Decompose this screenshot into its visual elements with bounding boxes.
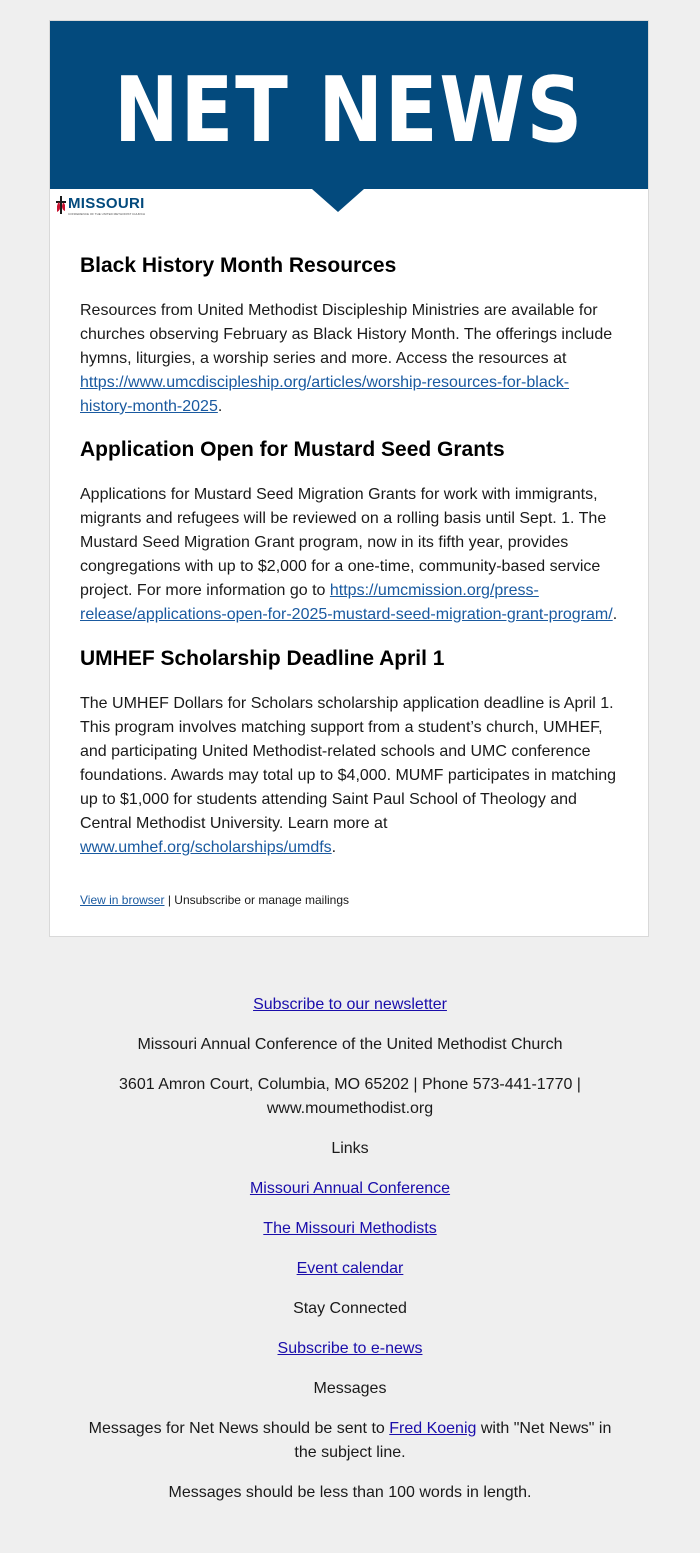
stay-connected-heading: Stay Connected bbox=[293, 1300, 407, 1317]
article-title: Black History Month Resources bbox=[80, 254, 397, 277]
links-heading: Links bbox=[331, 1140, 369, 1157]
footer-enews bbox=[0, 1337, 700, 1361]
article-link[interactable]: www.umhef.org/scholarships/umdfs bbox=[80, 839, 332, 856]
messages-instructions: Messages for Net News should be sent to Fred Koenig with "Net News" in the subject line. bbox=[88, 1420, 612, 1461]
separator: | bbox=[164, 893, 175, 907]
banner-notch bbox=[312, 189, 364, 212]
newsletter-card bbox=[49, 20, 649, 937]
article-body: Resources from United Methodist Discipleship Ministries are available for churches observing February as Black History Month. The offerings include hymns, liturgies, a worship series and more. Access the resources at https://www.umcdiscipleship.org/articles/worship-resources-for-black-history-month-2025. bbox=[80, 302, 613, 415]
article-title: Application Open for Mustard Seed Grants bbox=[80, 438, 505, 461]
header-banner bbox=[50, 21, 648, 189]
article-body: Applications for Mustard Seed Migration Grants for work with immigrants, migrants and refugees will be reviewed on a rolling basis until Sept. 1. The Mustard Seed Migration Grant program, now in its fifth year, provides congregations with up to $2,000 for a one-time, community-based service project. For more information go to https://umcmission.org/press-release/applications-open-for-2025-mustard-seed-migration-grant-program/. bbox=[80, 486, 618, 623]
footer-link-1 bbox=[0, 1177, 700, 1201]
article-umhef bbox=[80, 646, 620, 860]
cross-flame-icon bbox=[56, 196, 66, 214]
missouri-conference-logo bbox=[56, 195, 150, 219]
article-title: UMHEF Scholarship Deadline April 1 bbox=[80, 647, 445, 670]
fred-koenig-link[interactable]: Fred Koenig bbox=[389, 1420, 477, 1437]
missouri-annual-conference-link[interactable]: Missouri Annual Conference bbox=[249, 1180, 451, 1197]
banner-title: NET NEWS bbox=[114, 58, 584, 163]
logo-wordmark: MISSOURI bbox=[68, 195, 145, 212]
footer-link-3 bbox=[0, 1257, 700, 1281]
view-in-browser-link[interactable]: View in browser bbox=[80, 893, 165, 907]
article-black-history bbox=[80, 253, 620, 419]
event-calendar-link[interactable]: Event calendar bbox=[296, 1260, 404, 1277]
email-links bbox=[80, 893, 349, 907]
article-link[interactable]: https://umcmission.org/press-release/applications-open-for-2025-mustard-seed-migration-grant-program/ bbox=[80, 582, 613, 623]
subscribe-enews-link[interactable]: Subscribe to e-news bbox=[277, 1340, 423, 1357]
missouri-methodists-link[interactable]: The Missouri Methodists bbox=[263, 1220, 437, 1237]
unsubscribe-link[interactable]: Unsubscribe or manage mailings bbox=[174, 893, 350, 907]
footer-link-2 bbox=[0, 1217, 700, 1241]
article-mustard-seed bbox=[80, 437, 620, 627]
org-address: 3601 Amron Court, Columbia, MO 65202 | Phone 573-441-1770 | www.moumethodist.org bbox=[119, 1076, 581, 1117]
article-body: The UMHEF Dollars for Scholars scholarship application deadline is April 1. This program involves matching support from a student’s church, UMHEF, and participating United Methodist-related schools and UMC conference foundations. Awards may total up to $4,000. MUMF participates in matching up to $1,000 for students attending Saint Paul School of Theology and Central Methodist University. Learn more at www.umhef.org/scholarships/umdfs. bbox=[80, 695, 616, 856]
org-name: Missouri Annual Conference of the United Methodist Church bbox=[137, 1036, 563, 1053]
article-link[interactable]: https://www.umcdiscipleship.org/articles/worship-resources-for-black-history-month-2025 bbox=[80, 374, 570, 415]
subscribe-newsletter-link[interactable]: Subscribe to our newsletter bbox=[253, 996, 447, 1013]
messages-heading: Messages bbox=[313, 1380, 387, 1397]
messages-limit: Messages should be less than 100 words in length. bbox=[168, 1484, 532, 1501]
footer-subscribe bbox=[0, 993, 700, 1017]
logo-subtext: CONFERENCE OF THE UNITED METHODIST CHURCH bbox=[68, 212, 146, 216]
